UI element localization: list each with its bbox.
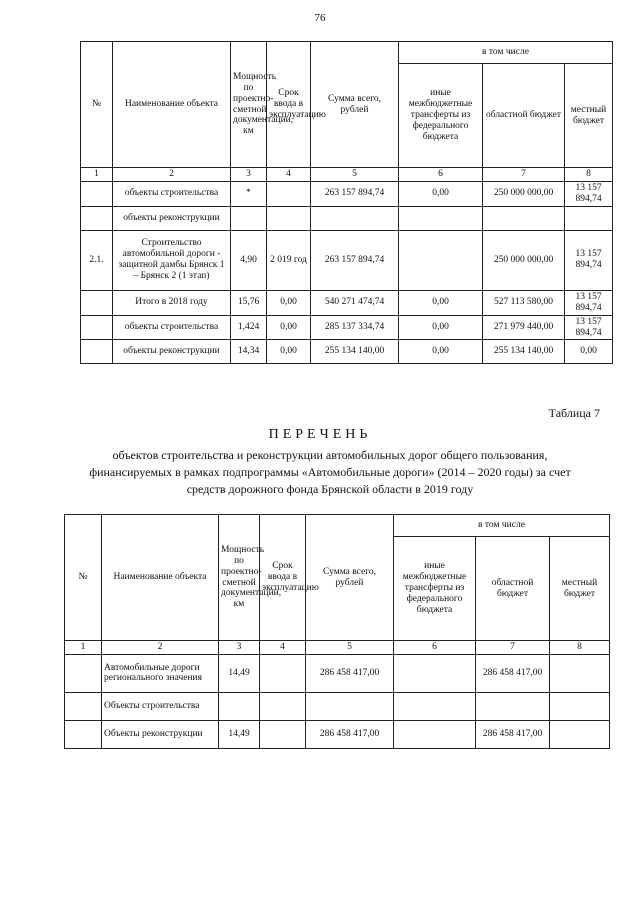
cell-regional: 286 458 417,00 — [476, 654, 550, 692]
table-2018-objects — [80, 41, 613, 364]
cell-term — [260, 720, 306, 748]
cell-regional: 286 458 417,00 — [476, 720, 550, 748]
cell-term — [260, 654, 306, 692]
cell-local — [550, 692, 610, 720]
cell-no — [81, 315, 113, 340]
cell-name: объекты реконструкции — [113, 340, 231, 364]
cell-local: 13 157 894,74 — [565, 230, 613, 290]
cell-federal — [399, 206, 483, 230]
cell-no: 2.1. — [81, 230, 113, 290]
cell-power: 14,49 — [219, 654, 260, 692]
cell-no — [81, 290, 113, 315]
cell-federal: 0,00 — [399, 315, 483, 340]
col-num: 6 — [394, 641, 476, 655]
cell-term — [267, 181, 311, 206]
cell-local — [565, 206, 613, 230]
cell-name: Объекты реконструкции — [102, 720, 219, 748]
cell-name: Объекты строительства — [102, 692, 219, 720]
header-including: в том числе — [394, 515, 610, 537]
table-row — [81, 206, 613, 230]
col-num: 8 — [550, 641, 610, 655]
column-numbers-row — [81, 168, 613, 182]
table-number: Таблица 7 — [548, 406, 600, 420]
cell-local: 13 157 894,74 — [565, 181, 613, 206]
header-local: местный бюджет — [565, 64, 613, 168]
cell-sum: 263 157 894,74 — [311, 181, 399, 206]
cell-power: 1,424 — [231, 315, 267, 340]
cell-regional: 271 979 440,00 — [483, 315, 565, 340]
col-num: 2 — [102, 641, 219, 655]
cell-sum: 286 458 417,00 — [306, 720, 394, 748]
cell-regional: 527 113 580,00 — [483, 290, 565, 315]
cell-term — [260, 692, 306, 720]
table-row — [81, 290, 613, 315]
cell-sum: 540 271 474,74 — [311, 290, 399, 315]
cell-name: объекты строительства — [113, 315, 231, 340]
cell-sum: 286 458 417,00 — [306, 654, 394, 692]
col-num: 8 — [565, 168, 613, 182]
cell-local: 13 157 894,74 — [565, 315, 613, 340]
table-row — [65, 720, 610, 748]
cell-name: объекты реконструкции — [113, 206, 231, 230]
header-federal: иные межбюджетные трансферты из федерального бюджета — [394, 537, 476, 641]
col-num: 1 — [81, 168, 113, 182]
cell-local — [550, 720, 610, 748]
cell-power — [231, 206, 267, 230]
col-num: 5 — [306, 641, 394, 655]
header-no: № — [65, 515, 102, 641]
cell-term — [267, 206, 311, 230]
header-federal: иные межбюджетные трансферты из федерального бюджета — [399, 64, 483, 168]
col-num: 5 — [311, 168, 399, 182]
cell-regional — [483, 206, 565, 230]
col-num: 4 — [267, 168, 311, 182]
column-numbers-row — [65, 641, 610, 655]
cell-sum: 285 137 334,74 — [311, 315, 399, 340]
cell-name: Итого в 2018 году — [113, 290, 231, 315]
cell-no — [65, 720, 102, 748]
header-name: Наименование объекта — [102, 515, 219, 641]
table-row — [81, 230, 613, 290]
col-num: 4 — [260, 641, 306, 655]
header-power: Мощность по проектно-сметной документации, км — [219, 515, 260, 641]
cell-regional — [476, 692, 550, 720]
col-num: 7 — [476, 641, 550, 655]
page-number: 76 — [314, 12, 326, 24]
col-num: 3 — [219, 641, 260, 655]
cell-federal: 0,00 — [399, 340, 483, 364]
header-term: Срок ввода в эксплуатацию — [260, 515, 306, 641]
header-power: Мощность по проектно-сметной документации, км — [231, 42, 267, 168]
header-no: № — [81, 42, 113, 168]
cell-no — [65, 654, 102, 692]
header-sum: Сумма всего, рублей — [311, 42, 399, 168]
header-name: Наименование объекта — [113, 42, 231, 168]
header-sum: Сумма всего, рублей — [306, 515, 394, 641]
table-row — [81, 315, 613, 340]
cell-term: 0,00 — [267, 340, 311, 364]
header-regional: областной бюджет — [476, 537, 550, 641]
table-row — [81, 340, 613, 364]
cell-name: Автомобильные дороги регионального значения — [102, 654, 219, 692]
cell-local — [550, 654, 610, 692]
header-term: Срок ввода в эксплуатацию — [267, 42, 311, 168]
cell-power: 15,76 — [231, 290, 267, 315]
cell-name: Строительство автомобильной дороги - защитной дамбы Брянск 1 – Брянск 2 (1 этап) — [113, 230, 231, 290]
col-num: 1 — [65, 641, 102, 655]
col-num: 6 — [399, 168, 483, 182]
cell-no — [81, 340, 113, 364]
cell-power — [219, 692, 260, 720]
cell-sum — [311, 206, 399, 230]
cell-regional: 255 134 140,00 — [483, 340, 565, 364]
cell-term: 0,00 — [267, 290, 311, 315]
cell-no — [81, 181, 113, 206]
cell-local: 0,00 — [565, 340, 613, 364]
cell-federal — [394, 720, 476, 748]
cell-sum: 263 157 894,74 — [311, 230, 399, 290]
cell-regional: 250 000 000,00 — [483, 181, 565, 206]
cell-sum: 255 134 140,00 — [311, 340, 399, 364]
table-row — [65, 654, 610, 692]
header-local: местный бюджет — [550, 537, 610, 641]
cell-name: объекты строительства — [113, 181, 231, 206]
cell-federal — [394, 654, 476, 692]
cell-power: 4,90 — [231, 230, 267, 290]
cell-no — [65, 692, 102, 720]
col-num: 7 — [483, 168, 565, 182]
cell-regional: 250 000 000,00 — [483, 230, 565, 290]
cell-federal — [399, 230, 483, 290]
cell-federal — [394, 692, 476, 720]
list-caption: ПЕРЕЧЕНЬ — [268, 427, 372, 442]
cell-federal: 0,00 — [399, 290, 483, 315]
cell-term: 0,00 — [267, 315, 311, 340]
cell-no — [81, 206, 113, 230]
col-num: 2 — [113, 168, 231, 182]
table-row — [65, 692, 610, 720]
header-including: в том числе — [399, 42, 613, 64]
cell-term: 2 019 год — [267, 230, 311, 290]
cell-power: 14,49 — [219, 720, 260, 748]
col-num: 3 — [231, 168, 267, 182]
cell-local: 13 157 894,74 — [565, 290, 613, 315]
cell-sum — [306, 692, 394, 720]
cell-power: * — [231, 181, 267, 206]
cell-power: 14,34 — [231, 340, 267, 364]
table-2019-objects — [64, 514, 610, 749]
list-subtitle: объектов строительства и реконструкции автомобильных дорог общего пользования, финансируемых в рамках подпрограммы «Автомобильные дороги» (2014 – 2020 годы) за счет средств дорожного фонда Брянской области в 2019 году — [89, 448, 571, 496]
cell-federal: 0,00 — [399, 181, 483, 206]
header-regional: областной бюджет — [483, 64, 565, 168]
table-row — [81, 181, 613, 206]
